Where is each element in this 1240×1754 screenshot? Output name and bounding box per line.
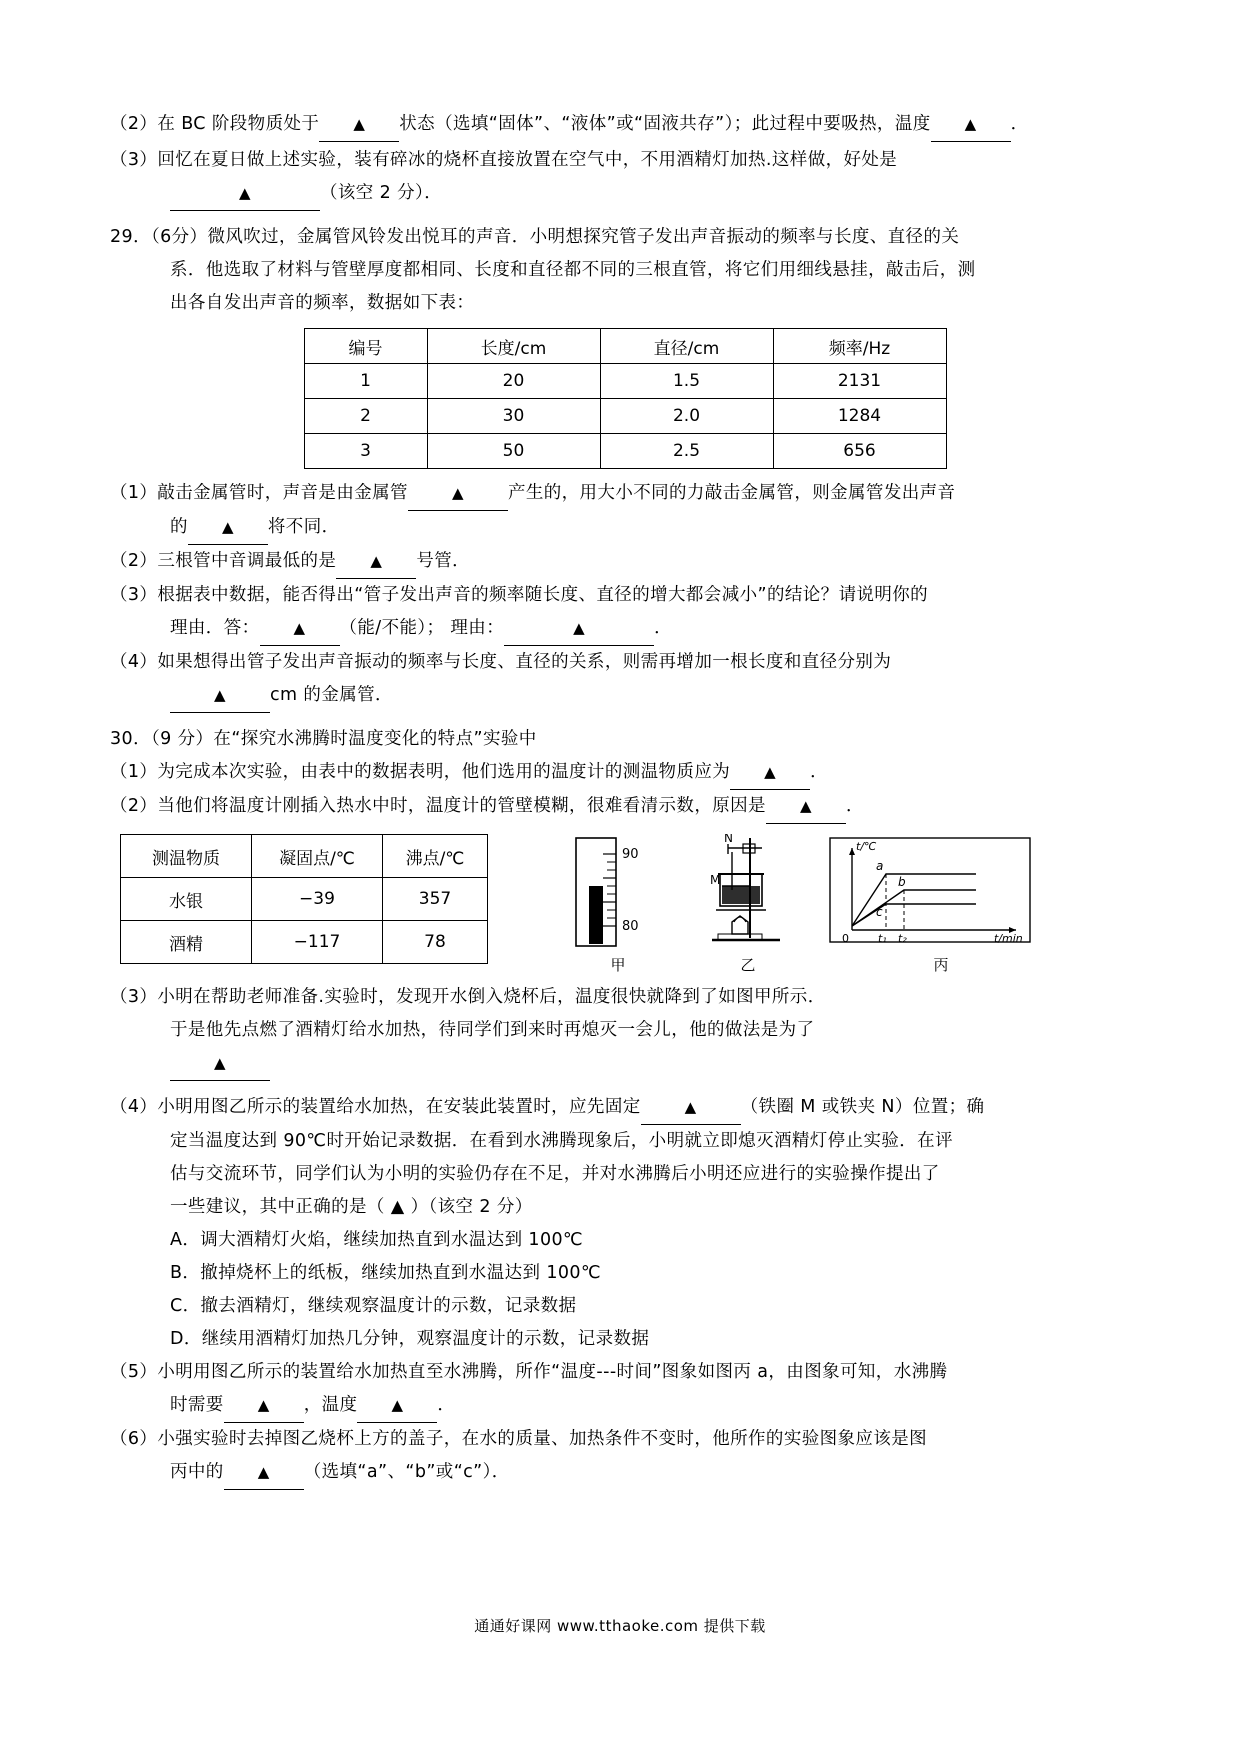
q29-item3-c: ． [654, 618, 673, 638]
q29-item3-blank2[interactable]: ▲ [504, 612, 654, 646]
q30-option-d[interactable]: D．继续用酒精灯加热几分钟，观察温度计的示数，记录数据 [170, 1329, 650, 1349]
table-row [304, 399, 946, 434]
svg-text:M: M [710, 873, 721, 887]
q30-item4-line3: 估与交流环节，同学们认为小明的实验仍存在不足，并对水沸腾后小明还应进行的实验操作提出了 [170, 1164, 940, 1184]
q30-item6-a: 丙中的 [170, 1462, 224, 1482]
q29-item1-b: 产生的，用大小不同的力敲击金属管，则金属管发出声音 [507, 483, 956, 503]
table-header-row [121, 835, 488, 878]
q30-item4-line4: 一些建议，其中正确的是（ ▲ ）（该空 2 分） [170, 1197, 533, 1217]
q30-item1-b: ． [810, 762, 829, 782]
q30-table-block [110, 834, 488, 964]
cell: 78 [383, 921, 488, 964]
q28-item2-mid: 状态（选填“固体”、“液体”或“固液共存”）；此过程中要吸热，温度 [399, 114, 931, 134]
cell: 3 [304, 434, 427, 469]
th-diameter: 直径/cm [600, 329, 773, 364]
q28-item3 [110, 144, 1140, 211]
q29-item4-text: cm 的金属管． [270, 685, 393, 705]
q29-stem-line1 [110, 221, 1140, 254]
q29-item3-blank1[interactable]: ▲ [260, 612, 340, 646]
q30-item3-blank[interactable]: ▲ [170, 1047, 270, 1081]
question-29 [110, 221, 1140, 713]
heating-apparatus-figure [688, 834, 808, 975]
th-substance: 测温物质 [121, 835, 252, 878]
cell: 水银 [121, 878, 252, 921]
cell: 50 [427, 434, 600, 469]
q28-item2-blank1[interactable]: ▲ [319, 108, 399, 142]
cell: 20 [427, 364, 600, 399]
svg-text:80: 80 [622, 919, 639, 934]
q28-item2-prefix: （2）在 BC 阶段物质处于 [110, 114, 320, 134]
q29-item1-d: 将不同． [267, 517, 340, 537]
q30-figure-row [110, 834, 1140, 975]
question-30 [110, 723, 1140, 1490]
svg-text:c: c [876, 905, 883, 919]
q29-item4-blank[interactable]: ▲ [170, 679, 270, 713]
q29-item2-b: 号管． [416, 551, 471, 571]
q30-item4-line2: 定当温度达到 90℃时开始记录数据．在看到水沸腾现象后，小明就立即熄灭酒精灯停止实验．在评 [170, 1131, 953, 1151]
q29-item4-line2 [110, 679, 1140, 713]
q30-item6-blank[interactable]: ▲ [224, 1456, 304, 1490]
q30-item1 [110, 756, 1140, 790]
q28-item3-line2 [110, 177, 1140, 211]
q30-item1-a: （1）为完成本次实验，由表中的数据表明，他们选用的温度计的测温物质应为 [110, 762, 731, 782]
table-row [304, 434, 946, 469]
substance-table [120, 834, 488, 964]
cell: 2.0 [600, 399, 773, 434]
q30-option-b[interactable]: B．撤掉烧杯上的纸板，继续加热直到水温达到 100℃ [170, 1263, 602, 1283]
q29-item1-c: 的 [170, 517, 188, 537]
q30-item4-a: （4）小明用图乙所示的装置给水加热，在安装此装置时，应先固定 [110, 1097, 641, 1117]
q30-item2-a: （2）当他们将温度计刚插入热水中时，温度计的管壁模糊，很难看清示数，原因是 [110, 796, 766, 816]
q30-item3-line2: 于是他先点燃了酒精灯给水加热，待同学们到来时再熄灭一会儿，他的做法是为了 [170, 1020, 815, 1040]
q30-item5-b: ，温度 [303, 1395, 358, 1415]
q30-item6-line2 [110, 1456, 1140, 1490]
frequency-table [304, 328, 947, 469]
q30-item2-b: ． [845, 796, 864, 816]
cell: 357 [383, 878, 488, 921]
cell: 2131 [773, 364, 946, 399]
q29-item4-line1: （4）如果想得出管子发出声音振动的频率与长度、直径的关系，则需再增加一根长度和直径分别为 [110, 652, 892, 672]
q29-item3-line1: （3）根据表中数据，能否得出“管子发出声音的频率随长度、直径的增大都会减小”的结论？请说明你的 [110, 585, 929, 605]
cell: 1 [304, 364, 427, 399]
q29-item2 [110, 545, 1140, 579]
svg-text:b: b [898, 875, 906, 889]
q29-item1-blank1[interactable]: ▲ [408, 477, 508, 511]
cell: 2 [304, 399, 427, 434]
cell: 30 [427, 399, 600, 434]
q30-item2-blank[interactable]: ▲ [766, 790, 846, 824]
q30-score: （9 分） [150, 729, 214, 749]
figure-caption-bing: 丙 [933, 956, 949, 974]
q29-table-wrap [110, 328, 1140, 469]
q29-item1-blank2[interactable]: ▲ [188, 511, 268, 545]
table-row [121, 921, 488, 964]
q30-stem-text: 在“探究水沸腾时温度变化的特点”实验中 [213, 729, 537, 749]
graph-icon [826, 834, 1046, 952]
cell: 1284 [773, 399, 946, 434]
temperature-time-graph [826, 834, 1056, 975]
q28-item2-end: ． [1010, 114, 1029, 134]
cell: −117 [252, 921, 383, 964]
q29-item3-a: 理由．答： [170, 618, 260, 638]
figure-caption-yi: 乙 [740, 956, 756, 974]
svg-text:0: 0 [842, 932, 849, 945]
q29-item3-line2 [110, 612, 1140, 646]
th-frequency: 频率/Hz [773, 329, 946, 364]
q28-item2 [110, 108, 1140, 142]
svg-text:t₁: t₁ [878, 932, 887, 945]
q29-item1-line1 [110, 477, 1140, 511]
q30-item4-line1 [110, 1091, 1140, 1125]
q28-item2-blank2[interactable]: ▲ [931, 108, 1011, 142]
q29-item1-a: （1）敲击金属管时，声音是由金属管 [110, 483, 408, 503]
cell: 酒精 [121, 921, 252, 964]
q30-option-c[interactable]: C．撤去酒精灯，继续观察温度计的示数，记录数据 [170, 1296, 577, 1316]
q28-item3-line2-end: （该空 2 分）． [320, 183, 443, 203]
cell: 656 [773, 434, 946, 469]
cell: 1.5 [600, 364, 773, 399]
cell: −39 [252, 878, 383, 921]
svg-text:a: a [876, 859, 884, 873]
q30-item2 [110, 790, 1140, 824]
q30-item3-line3 [110, 1047, 1140, 1081]
q29-stem-line2: 系．他选取了材料与管壁厚度都相同、长度和直径都不同的三根直管，将它们用细线悬挂，敲击后，测 [170, 260, 976, 280]
q30-item4-blank[interactable]: ▲ [641, 1091, 741, 1125]
svg-text:t/℃: t/℃ [856, 840, 877, 853]
q30-item3-line1: （3）小明在帮助老师准备.实验时，发现开水倒入烧杯后，温度很快就降到了如图甲所示． [110, 987, 826, 1007]
figure-caption-jia: 甲 [610, 956, 626, 974]
table-header-row [304, 329, 946, 364]
q29-score: （6分） [150, 227, 208, 247]
q30-stem [110, 723, 1140, 756]
q29-item2-a: （2）三根管中音调最低的是 [110, 551, 337, 571]
q29-stem-line3: 出各自发出声音的频率，数据如下表： [170, 293, 475, 313]
q28-item3-line1: （3）回忆在夏日做上述实验，装有碎冰的烧杯直接放置在空气中，不用酒精灯加热.这样做，好处是 [110, 150, 898, 170]
q30-item6-b: （选填“a”、“b”或“c”）． [303, 1462, 510, 1482]
q29-item3-b: （能/不能）； 理由： [339, 618, 505, 638]
th-length: 长度/cm [427, 329, 600, 364]
q29-item1-line2 [110, 511, 1140, 545]
th-number: 编号 [304, 329, 427, 364]
table-row [304, 364, 946, 399]
q30-item5-c: ． [437, 1395, 456, 1415]
beaker-stand-icon [688, 834, 806, 952]
q29-stem-text-1: 微风吹过，金属管风铃发出悦耳的声音．小明想探究管子发出声音振动的频率与长度、直径的关 [207, 227, 960, 247]
q30-item5-a: 时需要 [170, 1395, 224, 1415]
cell: 2.5 [600, 434, 773, 469]
q30-item6-line1: （6）小强实验时去掉图乙烧杯上方的盖子，在水的质量、加热条件不变时，他所作的实验图象应该是图 [110, 1429, 928, 1449]
q30-item1-blank[interactable]: ▲ [730, 756, 810, 790]
page-content [110, 108, 1140, 1490]
page-footer: 通通好课网 www.tthaoke.com 提供下载 [474, 1617, 766, 1635]
svg-text:90: 90 [622, 847, 639, 862]
svg-text:N: N [724, 834, 733, 845]
q30-number: 30． [110, 729, 151, 749]
thermometer-icon [558, 834, 668, 952]
q30-item5-line2 [110, 1389, 1140, 1423]
thermometer-figure [558, 834, 678, 975]
q28-item3-blank[interactable]: ▲ [170, 177, 320, 211]
svg-text:t₂: t₂ [898, 932, 907, 945]
th-freezing-point: 凝固点/℃ [252, 835, 383, 878]
q29-item2-blank[interactable]: ▲ [336, 545, 416, 579]
svg-text:t/min: t/min [994, 932, 1023, 945]
q29-number: 29． [110, 227, 151, 247]
table-row [121, 878, 488, 921]
q30-option-a[interactable]: A．调大酒精灯火焰，继续加热直到水温达到 100℃ [170, 1230, 584, 1250]
th-boiling-point: 沸点/℃ [383, 835, 488, 878]
q30-item5-blank2[interactable]: ▲ [357, 1389, 437, 1423]
q30-item5-line1: （5）小明用图乙所示的装置给水加热直至水沸腾，所作“温度---时间”图象如图丙 a，由图象可知，水沸腾 [110, 1362, 948, 1382]
q30-item4-b: （铁圈 M 或铁夹 N）位置；确 [740, 1097, 985, 1117]
q30-item5-blank1[interactable]: ▲ [224, 1389, 304, 1423]
